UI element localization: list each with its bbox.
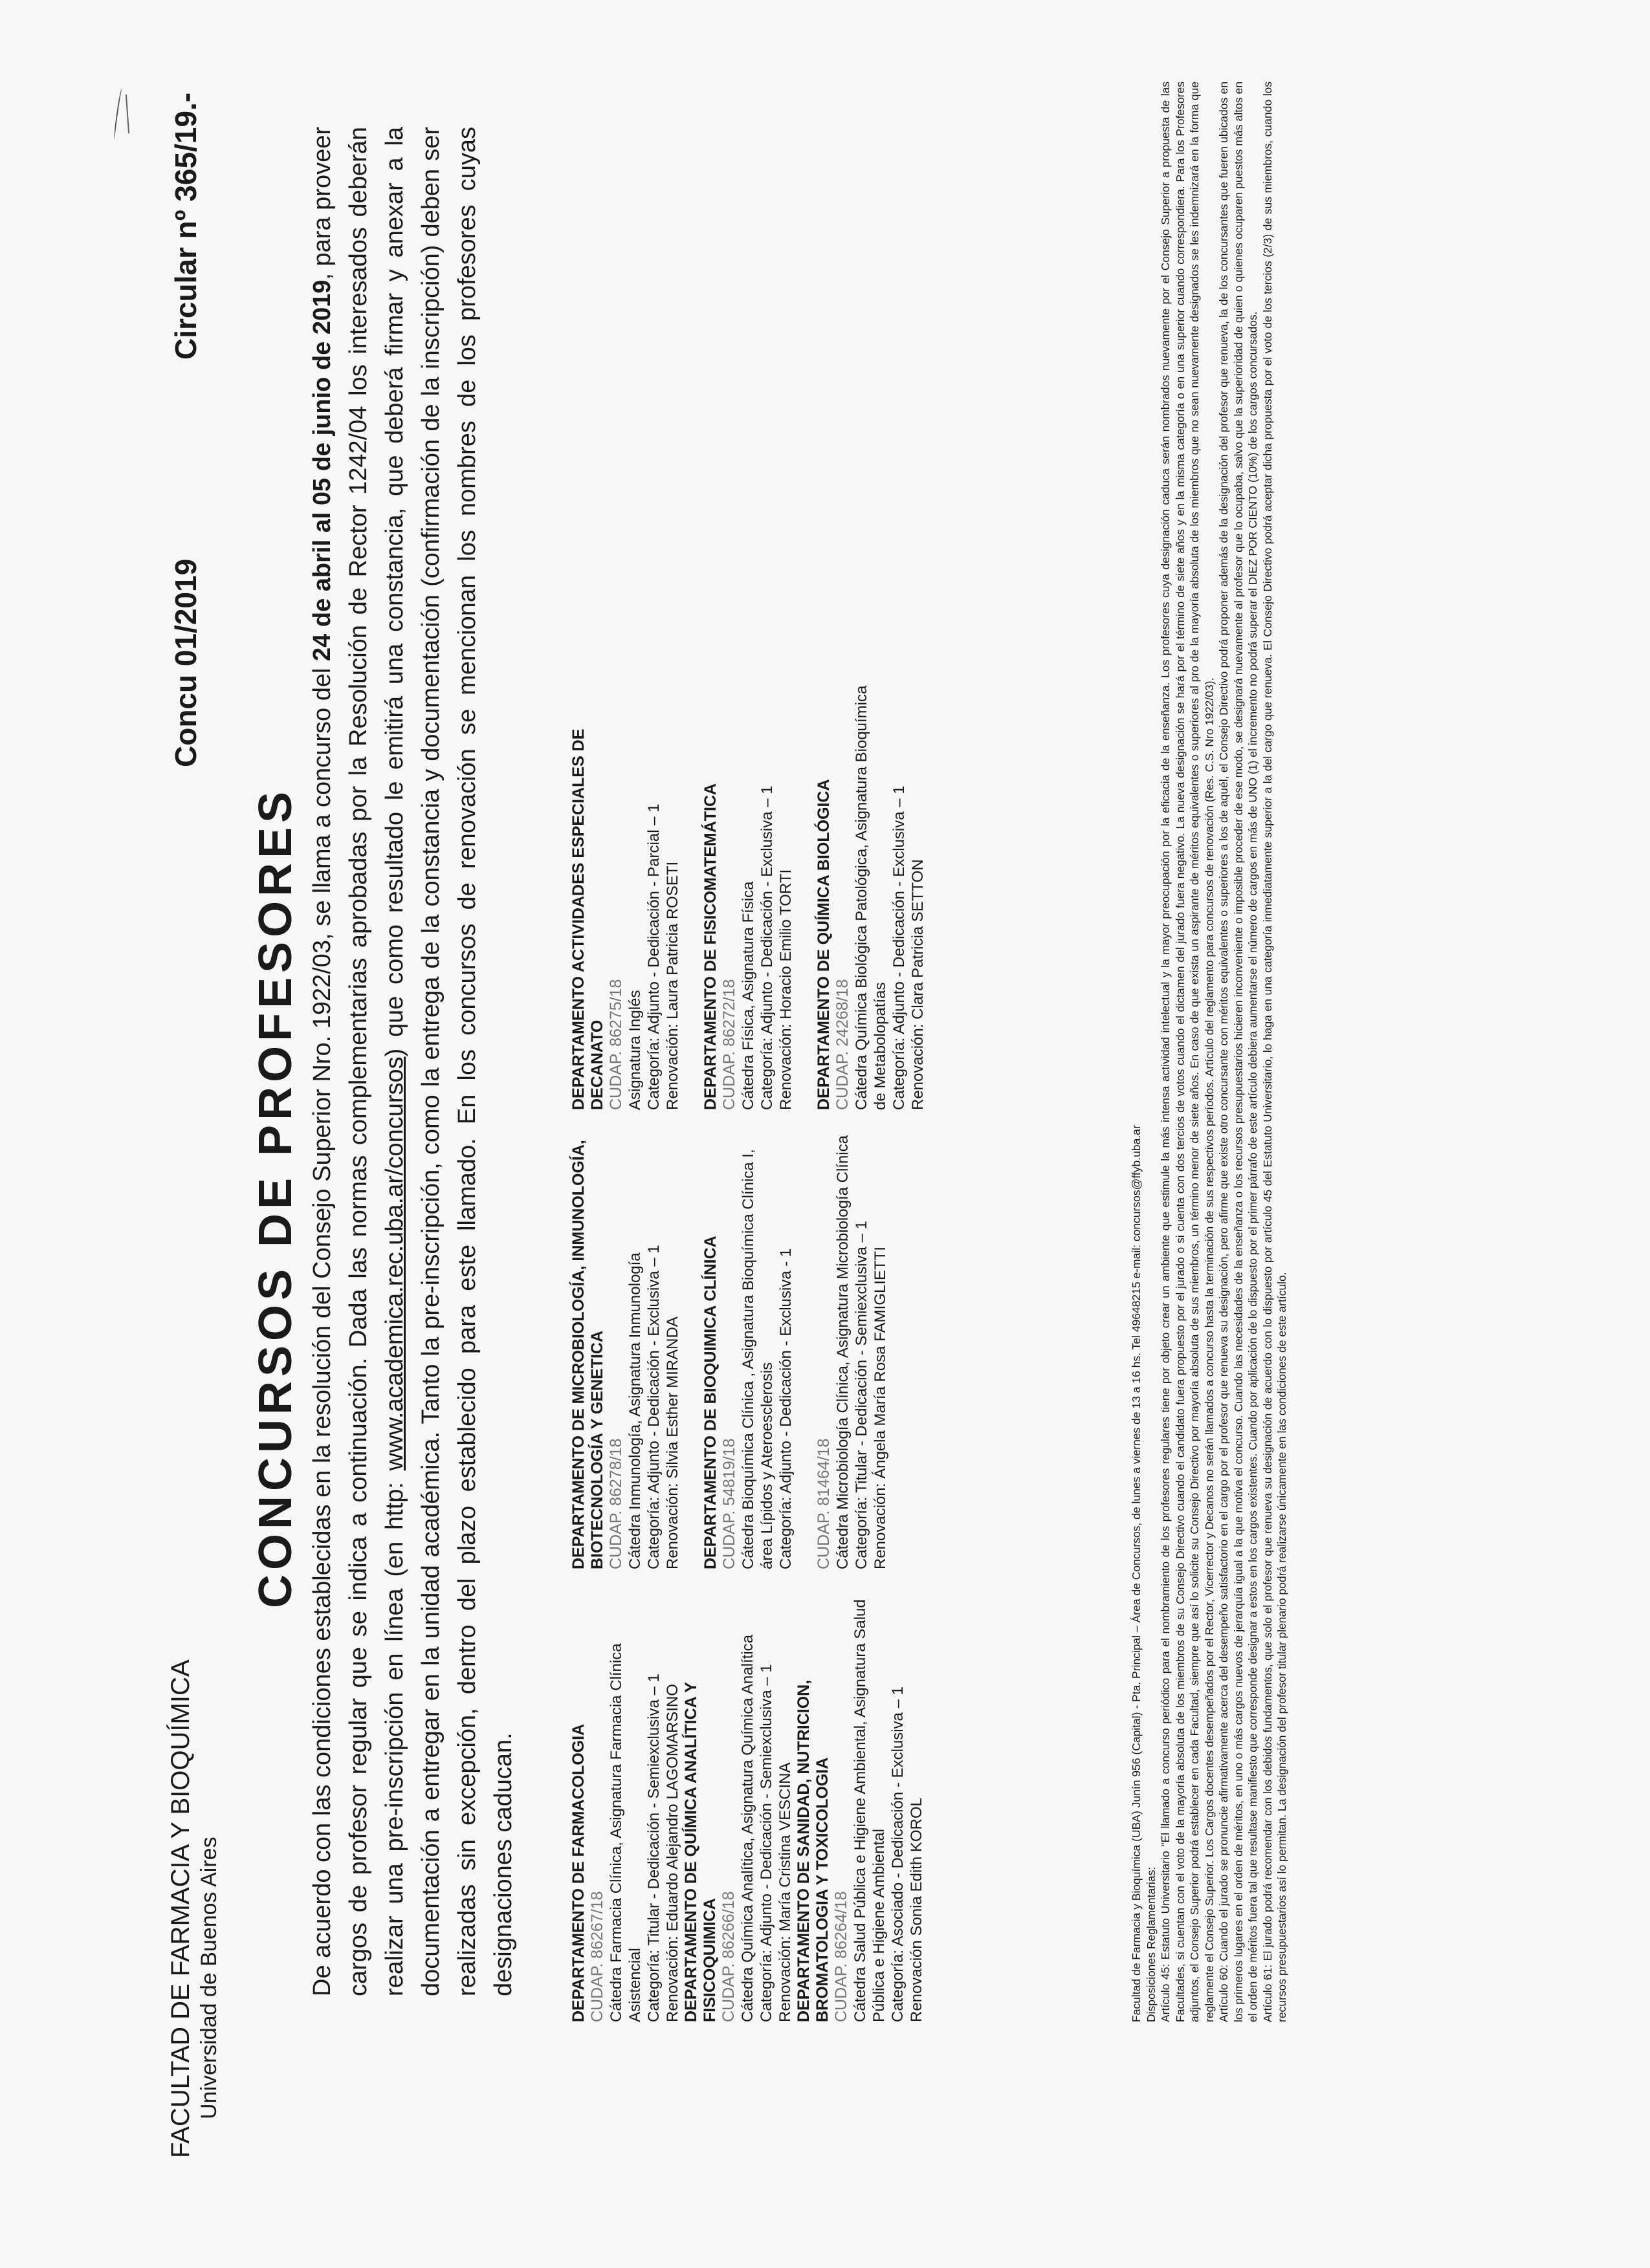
spacer: [682, 1129, 701, 1569]
spacer: [682, 683, 701, 1110]
regulations-heading: Disposiciones Reglamentarias:: [1144, 1866, 1158, 2022]
catedra-line: Cátedra Microbiología Clínica, Asignatura Microbiología Clínica: [834, 1135, 852, 1569]
renovacion-line: Renovación: María Cristina VESCINA: [776, 1762, 794, 2022]
cudap-number: CUDAP. 86272/18: [720, 979, 738, 1110]
department-title: DEPARTAMENTO DE QUÍMICA ANALÍTICA Y FISICOQUIMICA: [682, 1682, 719, 2022]
preinscription-link[interactable]: www.academica.rec.uba.ar/concursos: [381, 1056, 408, 1471]
department-title: DEPARTAMENTO DE FARMACOLOGIA: [569, 1723, 588, 2022]
catedra-line: Cátedra Inmunología, Asignatura Inmunología: [626, 1252, 644, 1569]
intro-dates: 24 de abril al 05 de junio de 2019: [309, 279, 336, 661]
renovacion-line: Renovación: Horacio Emilio TORTI: [777, 869, 795, 1110]
renovacion-line: Renovación: Clara Patricia SETTON: [909, 859, 927, 1110]
renovacion-line: Renovación: Eduardo Alejandro LAGOMARSINO: [664, 1684, 681, 2022]
categoria-line: Categoría: Adjunto - Dedicación - Semiexclusiva – 1: [758, 1664, 775, 2022]
intro-text: , para proveer cargos de profesor regular que se indica a continuación. Dada las normas complementarias aprobadas por la Resolución de Rector 1242/04 los interesados deberán realizar una pre-inscripción en línea (en http:: [309, 126, 408, 1996]
faculty-name: FACULTAD DE FARMACIA Y BIOQUÍMICA: [166, 1659, 195, 2158]
renovacion-line: Renovación: Laura Patricia ROSETI: [664, 861, 681, 1110]
categoria-line: Categoría: Asociado - Dedicación - Exclusiva – 1: [889, 1686, 907, 2022]
department-title: DEPARTAMENTO ACTIVIDADES ESPECIALES DE DECANATO: [569, 728, 606, 1110]
article-61: Artículo 61: El jurado podrá recomendar con los debidos fundamentos, que solo el profesor que renueva su designación de acuerdo con lo dispuesto por artículo 45 del Estatuto Universitario, lo haga en una categoría inmediatamente superior a la del cargo que renueva. El Consejo Directivo podrá aceptar dicha propuesta por el voto de los tercios (2/3) de sus miembros, cuando los recursos presupuestarios así lo permitan. La designación del profesor titular plenario podrá realizarse únicamente en las condiciones de este artículo.: [1260, 82, 1288, 2022]
cudap-number: CUDAP. 86264/18: [832, 1891, 850, 2022]
catedra-line: Asignatura Inglés: [626, 990, 644, 1110]
categoria-line: Categoría: Adjunto - Dedicación - Exclusiva - 1: [777, 1248, 795, 1569]
catedra-line: Cátedra Bioquímica Clínica , Asignatura Bioquímica Clínica I, área Lípidos y Ateroesclerosis: [740, 1149, 776, 1569]
categoria-line: Categoría: Adjunto - Dedicación - Exclusiva – 1: [758, 785, 776, 1110]
cudap-number: CUDAP. 54819/18: [720, 1438, 738, 1569]
categoria-line: Categoría: Titular - Dedicación - Semiexclusiva – 1: [645, 1674, 663, 2022]
department-title: DEPARTAMENTO DE SANIDAD, NUTRICION, BROMATOLOGIA Y TOXICOLOGIA: [795, 1679, 831, 2022]
categoria-line: Categoría: Titular - Dedicación - Semiexclusiva – 1: [853, 1221, 870, 1569]
spacer: [795, 683, 815, 1110]
contact-line: [1129, 82, 1144, 2022]
article-45: Artículo 45: Estatuto Universitario "El llamado a concurso periódico para el nombramiento de los profesores regulares tiene por objeto crear un ambiente que estimule la más intensa actividad intelectual y la mayor preocupación por la eficacia de la enseñanza. Los profesores cuya designación caduca serán nombrados nuevamente por el Consejo Superior a propuesta de las Facultades, si cuentan con el voto de la mayoría absoluta de los miembros de su Consejo Directivo cuando el candidato fuera propuesto por el jurado o si cuenta con dos tercios de votos cuando el dictamen del jurado fuera negativo. La nueva designación se hará por el término de siete años y en la misma categoría o en una superior cuando correspondiera. Para los Profesores adjuntos, el Consejo Superior podrá establecer en cada Facultad, siempre que así lo solicite su Consejo Directivo por mayoría absoluta de sus miembros, un término menor de siete años. En caso de que exista un aspirante de méritos equivalentes o superiores al pro de la mayoría absoluta de los miembros que no sean nuevamente designados se les indemnizará en la forma que reglamente el Consejo Superior. Los Cargos docentes desempeñados por el Rector, Vicerrector y Decanos no serán llamados a concurso hasta la terminación de sus respectivos períodos. Artículo del reglamento para concursos de renovación (Res. C.S. Nro 1922/03).: [1159, 82, 1216, 2022]
intro-paragraph: [304, 127, 522, 1996]
pen-mark: [126, 94, 132, 133]
column-2: [569, 1129, 890, 1569]
categoria-line: Categoría: Adjunto - Dedicación - Exclusiva – 1: [890, 785, 908, 1110]
catedra-line: Cátedra Farmacia Clínica, Asignatura Farmacia Clínica Asistencial: [608, 1643, 644, 2022]
contact-email-link[interactable]: concursos@ffyb.uba.ar: [1130, 1125, 1143, 1242]
page-title: CONCURSOS DE PROFESORES: [250, 787, 302, 1608]
department-title: DEPARTAMENTO DE QUÍMICA BIOLÓGICA: [815, 779, 833, 1110]
pen-mark: [113, 88, 124, 140]
cudap-number: CUDAP. 86275/18: [607, 979, 625, 1110]
department-title: DEPARTAMENTO DE MICROBIOLOGÍA, INMUNOLOGÍA, BIOTECNOLOGÍA Y GENETICA: [569, 1140, 606, 1569]
catedra-line: Cátedra Salud Pública e Higiene Ambiental, Asignatura Salud Pública e Higiene Ambiental: [852, 1599, 888, 2022]
article-60: Artículo 60: Cuando el jurado se pronuncie afirmativamente acerca del desempeño satisfactorio en el cargo por el profesor que renueva su designación, pero afirme que existe otro concursante con méritos equivalentes o superiores a los de aquél, el Consejo Directivo podrá proponer además de la designación del profesor que renueva, la de los concursantes que fueren ubicados en los primeros lugares en el orden de méritos, en uno o más cargos nuevos de jerarquía igual a la que motiva el concurso. Cuando las necesidades de la enseñanza o los recursos presupuestarios hicieren inconveniente o imposible proceder de ese modo, se designará nuevamente al profesor que lo ocupaba, salvo que la superioridad de quien o quienes ocuparen puestos más altos en el orden de méritos fuera tal que resultase manifiesto que corresponde designar a estos en los cargos existentes. Cuando por aplicación de lo dispuesto por el primer párrafo de este artículo debiera aumentarse el número de cargos en más de UNO (1) el incremento no podrá superar el DIEZ POR CIENTO (10%) de los cargos concursados.: [1217, 82, 1259, 2022]
column-1: [569, 1569, 926, 2022]
faculty-header: [165, 1659, 222, 2158]
spacer: [795, 1129, 815, 1569]
categoria-line: Categoría: Adjunto - Dedicación - Exclusiva – 1: [645, 1245, 663, 1569]
department-title: DEPARTAMENTO DE FISICOMATEMÁTICA: [701, 783, 720, 1110]
cudap-number: CUDAP. 24268/18: [833, 979, 852, 1110]
contact-text: Facultad de Farmacia y Bioquímica (UBA) Junín 956 (Capital) - Pta. Principal – Área de Concursos, de lunes a viernes de 13 a 16 hs. Tel 49648215 e-mail:: [1130, 1241, 1143, 2022]
department-title: DEPARTAMENTO DE BIOQUIMICA CLÍNICA: [701, 1236, 720, 1569]
column-3: [569, 683, 927, 1110]
cudap-number: CUDAP. 86278/18: [607, 1438, 625, 1569]
cudap-number: CUDAP. 81464/18: [815, 1438, 833, 1569]
concu-number: Concu 01/2019: [169, 558, 203, 767]
categoria-line: Categoría: Adjunto - Dedicación - Parcial – 1: [645, 803, 663, 1110]
renovacion-line: Renovación Sonia Edith KOROL: [908, 1798, 925, 2022]
renovacion-line: Renovación: Ángela María Rosa FAMIGLIETTI: [872, 1247, 889, 1569]
catedra-line: Cátedra Química Analítica, Asignatura Química Analítica: [739, 1635, 756, 2022]
cudap-number: CUDAP. 86267/18: [588, 1891, 606, 2022]
cudap-number: CUDAP. 86266/18: [720, 1891, 738, 2022]
university-name: Universidad de Buenos Aires: [197, 1837, 221, 2119]
renovacion-line: Renovación: Silvia Esther MIRANDA: [664, 1316, 681, 1569]
intro-text: De acuerdo con las condiciones establecidas en la resolución del Consejo Superior Nro. 1922/03, se llama a concurso del: [309, 660, 336, 1996]
catedra-line: Cátedra Física, Asignatura Física: [740, 881, 757, 1110]
circular-number: Circular nº 365/19.-: [169, 92, 203, 360]
catedra-line: Cátedra Química Biológica Patológica, Asignatura Bioquímica de Metabolopatías: [853, 685, 889, 1110]
regulations-footer: [1129, 82, 1290, 2022]
intro-text: ) que como resultado le emitirá una constancia, que deberá firmar y anexar a la documentación a entregar en la unidad académica. Tanto la pre-inscripción, como la entrega de la constancia y documentación (confirmación de la inscripción) deben ser realizadas sin excepción, dentro del plazo establecido para este llamado. En los concursos de renovación se mencionan los nombres de los profesores cuyas designaciones caducan.: [381, 127, 517, 1996]
